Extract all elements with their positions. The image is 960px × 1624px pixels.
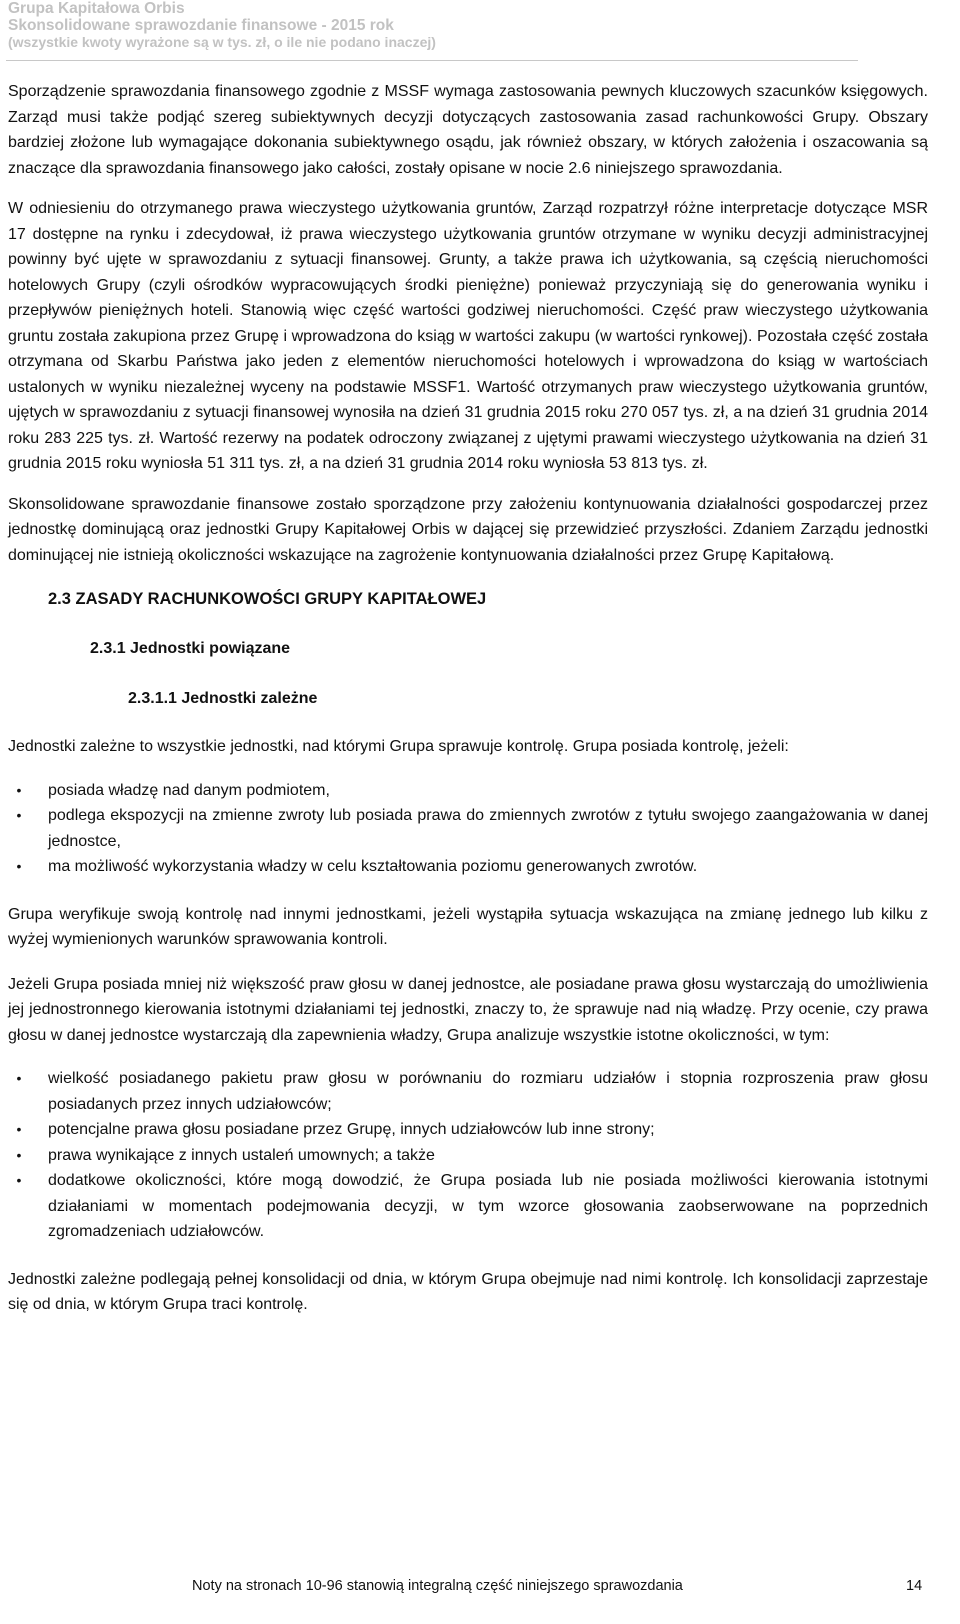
bullet-icon: •: [16, 781, 22, 798]
page-number: 14: [906, 1578, 923, 1594]
bullet-icon: •: [16, 1070, 22, 1086]
page-footer-note: Noty na stronach 10-96 stanowią integralną część niniejszego sprawozdania: [192, 1578, 683, 1594]
section-heading-related-entities: 2.3.1 Jednostki powiązane: [90, 640, 291, 657]
bullet-icon: •: [16, 1172, 22, 1188]
list-item: • posiada władzę nad danym podmiotem,: [8, 778, 928, 804]
bullet-icon: •: [16, 858, 22, 874]
header-company: Grupa Kapitałowa Orbis: [8, 0, 185, 17]
paragraph-consolidation: Jednostki zależne podlegają pełnej konsolidacji od dnia, w którym Grupa obejmuje nad nimi kontrolę. Ich konsolidacji zaprzestaje się od dnia, w którym Grupa traci kontrolę.: [8, 1270, 928, 1313]
bullet-icon: •: [16, 807, 22, 823]
paragraph-control-verification: Grupa weryfikuje swoją kontrolę nad innymi jednostkami, jeżeli wystąpiła sytuacja wskazująca na zmianę jednego lub kilku z wyżej wymienionych warunków sprawowania kontroli.: [8, 905, 928, 948]
bullet-icon: •: [16, 1146, 22, 1163]
paragraph-voting-rights: Jeżeli Grupa posiada mniej niż większość praw głosu w danej jednostce, ale posiadane prawa głosu wystarczają do umożliwienia jej jednostronnego kierowania istotnymi działaniami tej jednostki, znaczy to, że sprawuje nad nią władzę. Przy ocenie, czy prawa głosu w danej jednostce wystarczają dla zapewnienia władzy, Grupa analizuje wszystkie istotne okoliczności, w tym:: [8, 975, 928, 1044]
page-header: [8, 0, 858, 51]
control-conditions-list: [8, 778, 928, 880]
paragraph-perpetual-usufruct: W odniesieniu do otrzymanego prawa wieczystego użytkowania gruntów, Zarząd rozpatrzył różne interpretacje dotyczące MSR 17 dostępne na rynku i zdecydował, iż prawa wieczystego użytkowania gruntów otrzymane w wyniku decyzji administracyjnej powinny być ujęte w sprawozdaniu z sytuacji finansowej. Grunty, a także prawa ich użytkowania, są częścią nieruchomości hotelowych Grupy (czyli ośrodków wypracowujących środki pieniężne) ponieważ przyczyniają się do generowania wyniku i przepływów pieniężnych hoteli. Stanowią więc część wartości godziwej nieruchomości. Część praw wieczystego użytkowania gruntu została zakupiona przez Grupę i wprowadzona do ksiąg w wartości zakupu (w wartości rynkowej). Pozostała część została otrzymana od Skarbu Państwa jako jeden z elementów nieruchomości hotelowych i wprowadzona do ksiąg w wartościach ustalonych w wyniku niezależnej wyceny na podstawie MSSF1. Wartość otrzymanych praw wieczystego użytkowania gruntów, ujętych w sprawozdaniu z sytuacji finansowej wynosiła na dzień 31 grudnia 2015 roku 270 057 tys. zł, a na dzień 31 grudnia 2014 roku 283 225 tys. zł. Wartość rezerwy na podatek odroczony związanej z ujętymi prawami wieczystego użytkowania na dzień 31 grudnia 2015 roku wyniosła 51 311 tys. zł, a na dzień 31 grudnia 2014 roku wyniosła 53 813 tys. zł.: [8, 200, 928, 472]
list-item: • potencjalne prawa głosu posiadane przez Grupę, innych udziałowców lub inne strony;: [8, 1117, 928, 1143]
section-heading-subsidiaries: 2.3.1.1 Jednostki zależne: [128, 690, 318, 707]
list-item: • wielkość posiadanego pakietu praw głosu w porównaniu do rozmiaru udziałów i stopnia rozproszenia praw głosu posiadanych przez innych udziałowców;: [8, 1066, 928, 1117]
list-item: • ma możliwość wykorzystania władzy w celu kształtowania poziomu generowanych zwrotów.: [8, 854, 928, 880]
section-heading-accounting-policies: 2.3 ZASADY RACHUNKOWOŚCI GRUPY KAPITAŁOWEJ: [48, 590, 487, 608]
list-item: • podlega ekspozycji na zmienne zwroty lub posiada prawa do zmiennych zwrotów z tytułu swojego zaangażowania w danej jednostce,: [8, 803, 928, 854]
document-body: [8, 79, 928, 1337]
header-report-title: Skonsolidowane sprawozdanie finansowe - 2015 rok: [8, 17, 394, 34]
list-item: • prawa wynikające z innych ustaleń umownych; a także: [8, 1143, 928, 1169]
list-item: • dodatkowe okoliczności, które mogą dowodzić, że Grupa posiada lub nie posiada możliwości kierowania istotnymi działaniami w momentach podejmowania decyzji, w tym wzorce głosowania zaobserwowane na poprzednich zgromadzeniach udziałowców.: [8, 1168, 928, 1245]
paragraph-estimates: Sporządzenie sprawozdania finansowego zgodnie z MSSF wymaga zastosowania pewnych kluczowych szacunków księgowych. Zarząd musi także podjąć szereg subiektywnych decyzji dotyczących zastosowania zasad rachunkowości Grupy. Obszary bardziej złożone lub wymagające dokonania subiektywnego osądu, jak również obszary, w których założenia i oszacowania są znaczące dla sprawozdania finansowego jako całości, zostały opisane w nocie 2.6 niniejszego sprawozdania.: [8, 83, 928, 177]
header-divider: [6, 60, 858, 61]
paragraph-going-concern: Skonsolidowane sprawozdanie finansowe zostało sporządzone przy założeniu kontynuowania działalności gospodarczej przez jednostkę dominującą oraz jednostki Grupy Kapitałowej Orbis w dającej się przewidzieć przyszłości. Zdaniem Zarządu jednostki dominującej nie istnieją okoliczności wskazujące na zagrożenie kontynuowania działalności przez Grupę Kapitałową.: [8, 495, 928, 564]
paragraph-subsidiaries-definition: Jednostki zależne to wszystkie jednostki, nad którymi Grupa sprawuje kontrolę. Grupa posiada kontrolę, jeżeli:: [8, 738, 789, 755]
circumstances-list: [8, 1066, 928, 1245]
bullet-icon: •: [16, 1121, 22, 1137]
header-amounts-note: (wszystkie kwoty wyrażone są w tys. zł, o ile nie podano inaczej): [8, 34, 436, 50]
